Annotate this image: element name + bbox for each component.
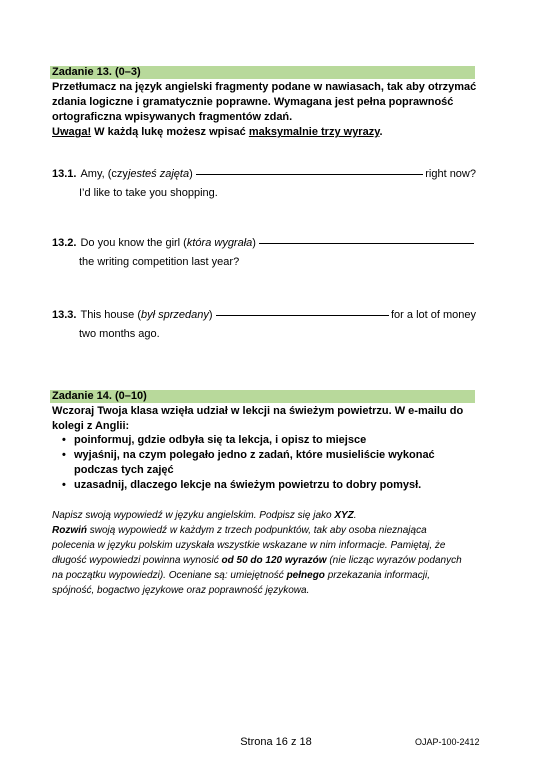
answer-gap[interactable]	[196, 174, 423, 175]
bullet-text: wyjaśnij, na czym polegało jedno z zadań, które musieliście wykonać podczas tych zajęć	[74, 449, 435, 476]
task-13-header: Zadanie 13. (0–3)	[50, 66, 475, 79]
exercise-13-2	[52, 235, 476, 270]
sentence-start: This house (	[80, 309, 141, 321]
sentence-paren: )	[252, 237, 256, 249]
polish-hint: która wygrała	[186, 237, 253, 249]
task-13-instructions	[52, 80, 477, 140]
instr-emphasis: pełnego	[286, 570, 325, 581]
sentence-start: Do you know the girl (	[80, 237, 187, 249]
sentence-continuation: I’d like to take you shopping.	[79, 187, 218, 199]
bullet-icon: •	[62, 434, 66, 446]
bullet-item	[60, 478, 470, 493]
instr-text: Napisz swoją wypowiedź w języku angielskim. Podpisz się jako	[52, 510, 335, 521]
bullet-text: poinformuj, gdzie odbyła się ta lekcja, i opisz to miejsce	[74, 434, 367, 446]
instr-signature: XYZ	[334, 510, 354, 521]
exercise-13-1	[52, 166, 476, 201]
answer-gap[interactable]	[216, 315, 389, 316]
bullet-icon: •	[62, 449, 66, 461]
instr-emphasis: Rozwiń	[52, 525, 87, 536]
exercise-13-3	[52, 307, 476, 342]
note-text: W każdą lukę możesz wpisać	[91, 126, 249, 138]
sentence-paren: )	[208, 309, 213, 321]
note-label: Uwaga!	[52, 126, 92, 138]
task-14-signature-instruction	[52, 508, 472, 523]
sentence-end: for a lot of money	[391, 309, 476, 321]
instr-text: swoją wypowiedź w każdym z trzech podpunktów, tak aby osoba nieznająca polecenia w języku polskim uzyskała wszystkie wskazane w nim informacje. Pamiętaj, że długość wypowiedzi powinna wynosić	[52, 525, 446, 566]
task-14-intro: Wczoraj Twoja klasa wzięła udział w lekcji na świeżym powietrzu. W e-mailu do kolegi z Anglii:	[52, 405, 464, 432]
bullet-item	[60, 448, 470, 478]
note-end: .	[379, 126, 383, 138]
exam-code: OJAP-100-2412	[415, 737, 480, 747]
bullet-icon: •	[62, 479, 66, 491]
exercise-number: 13.3.	[52, 309, 77, 321]
page-number: Strona 16 z 18	[240, 736, 312, 748]
answer-gap[interactable]	[259, 243, 474, 244]
task-13-intro: Przetłumacz na język angielski fragmenty podane w nawiasach, tak aby otrzymać zdania logiczne i gramatycznie poprawne. Wymagana jest pełna poprawność ortograficzna wpisywanych fragmentów zdań.	[52, 81, 477, 123]
task-14-detailed-instruction	[52, 523, 472, 598]
instr-text: (nie licząc wyrazów podanych na początku wypowiedzi). Oceniane są: umiejętność	[52, 555, 462, 581]
exercise-number: 13.1.	[52, 168, 77, 180]
instr-text-end: .	[353, 510, 357, 521]
note-emphasis: maksymalnie trzy wyrazy	[248, 126, 380, 138]
sentence-continuation: two months ago.	[79, 328, 160, 340]
sentence-continuation: the writing competition last year?	[79, 256, 240, 268]
bullet-item	[60, 433, 470, 448]
sentence-end: right now?	[425, 168, 476, 180]
task-14-bullet-list	[60, 433, 470, 493]
exercise-number: 13.2.	[52, 237, 77, 249]
instr-word-count: od 50 do 120 wyrazów	[221, 555, 327, 566]
polish-hint: był sprzedany	[141, 309, 209, 321]
bullet-text: uzasadnij, dlaczego lekcje na świeżym powietrzu to dobry pomysł.	[74, 479, 422, 491]
polish-hint: jesteś zajęta	[127, 168, 190, 180]
instr-text: przekazania informacji, spójność, bogactwo językowe oraz poprawność językowa.	[52, 570, 430, 596]
task-14-header: Zadanie 14. (0–10)	[50, 390, 475, 403]
sentence-paren: )	[189, 168, 193, 180]
sentence-start: Amy, (czy	[80, 168, 128, 180]
